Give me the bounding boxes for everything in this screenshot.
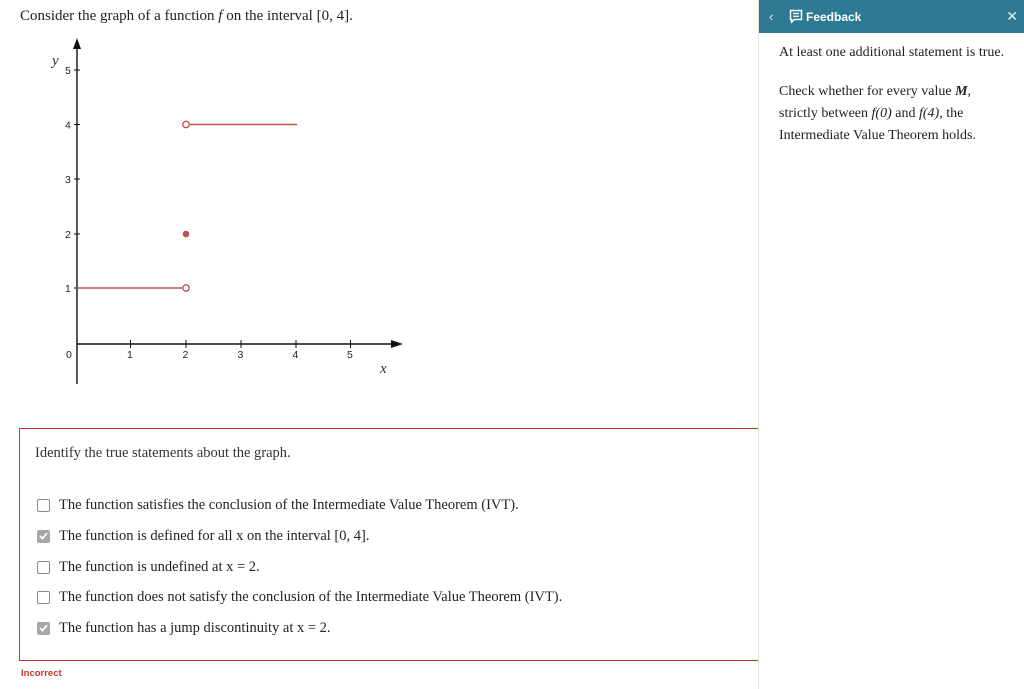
option-not-satisfy-ivt[interactable]	[37, 587, 562, 607]
question-suffix: on the interval [0, 4].	[222, 8, 353, 24]
option-checkbox[interactable]	[37, 622, 50, 635]
x-tick-4: 4	[292, 349, 299, 361]
y-axis-arrow	[73, 38, 81, 49]
y-ticks	[65, 65, 80, 295]
open-point-upper	[183, 121, 189, 127]
x-ticks	[66, 340, 353, 361]
y-axis-label: y	[52, 53, 59, 69]
y-tick-5: 5	[65, 65, 71, 77]
check-icon	[39, 532, 48, 540]
x-axis-label: x	[380, 361, 387, 377]
feedback-icon	[789, 9, 803, 24]
x-tick-5: 5	[347, 349, 353, 361]
panel-divider	[758, 0, 759, 689]
y-tick-4: 4	[65, 119, 71, 132]
status-incorrect: Incorrect	[21, 668, 62, 679]
question-text	[20, 8, 353, 25]
x-tick-1: 1	[127, 349, 133, 361]
option-undefined-at-2[interactable]	[37, 557, 260, 577]
check-icon	[39, 624, 48, 632]
option-checkbox[interactable]	[37, 591, 50, 604]
origin-label: 0	[66, 349, 72, 361]
option-label: The function is undefined at x = 2.	[59, 558, 260, 575]
option-label: The function is defined for all x on the interval [0, 4].	[59, 527, 370, 544]
function-symbol: f	[218, 8, 223, 24]
option-label: The function does not satisfy the conclusion of the Intermediate Value Theorem (IVT).	[59, 588, 563, 605]
option-checkbox[interactable]	[37, 530, 50, 543]
option-jump-discontinuity[interactable]	[37, 618, 331, 638]
answer-prompt: Identify the true statements about the graph.	[35, 445, 291, 461]
feedback-para-2: Check whether for every value M, strictly between f(0) and f(4), the Intermediate Value Theorem holds.	[779, 84, 976, 143]
option-checkbox[interactable]	[37, 561, 50, 574]
feedback-title: Feedback	[806, 9, 862, 24]
close-icon[interactable]: ✕	[1006, 8, 1018, 24]
option-checkbox[interactable]	[37, 499, 50, 512]
option-label: The function satisfies the conclusion of the Intermediate Value Theorem (IVT).	[59, 496, 519, 513]
x-tick-2: 2	[182, 349, 189, 361]
x-axis-arrow	[391, 340, 403, 348]
closed-point	[183, 231, 190, 238]
y-tick-1: 1	[65, 283, 71, 295]
option-satisfies-ivt[interactable]	[37, 495, 519, 515]
chevron-left-icon[interactable]: ‹	[769, 9, 774, 24]
option-defined-all-x[interactable]	[37, 526, 369, 546]
question-prefix: Consider the graph of a function	[20, 8, 219, 24]
feedback-header	[759, 0, 1024, 33]
y-tick-3: 3	[65, 174, 71, 186]
function-graph	[0, 30, 420, 400]
x-tick-3: 3	[237, 349, 244, 361]
option-label: The function has a jump discontinuity at x = 2.	[59, 619, 331, 636]
feedback-para-1: At least one additional statement is true.	[779, 45, 1005, 60]
feedback-body	[779, 42, 1009, 164]
y-tick-2: 2	[65, 229, 71, 241]
answer-box	[19, 428, 758, 661]
open-point-lower	[183, 285, 189, 291]
